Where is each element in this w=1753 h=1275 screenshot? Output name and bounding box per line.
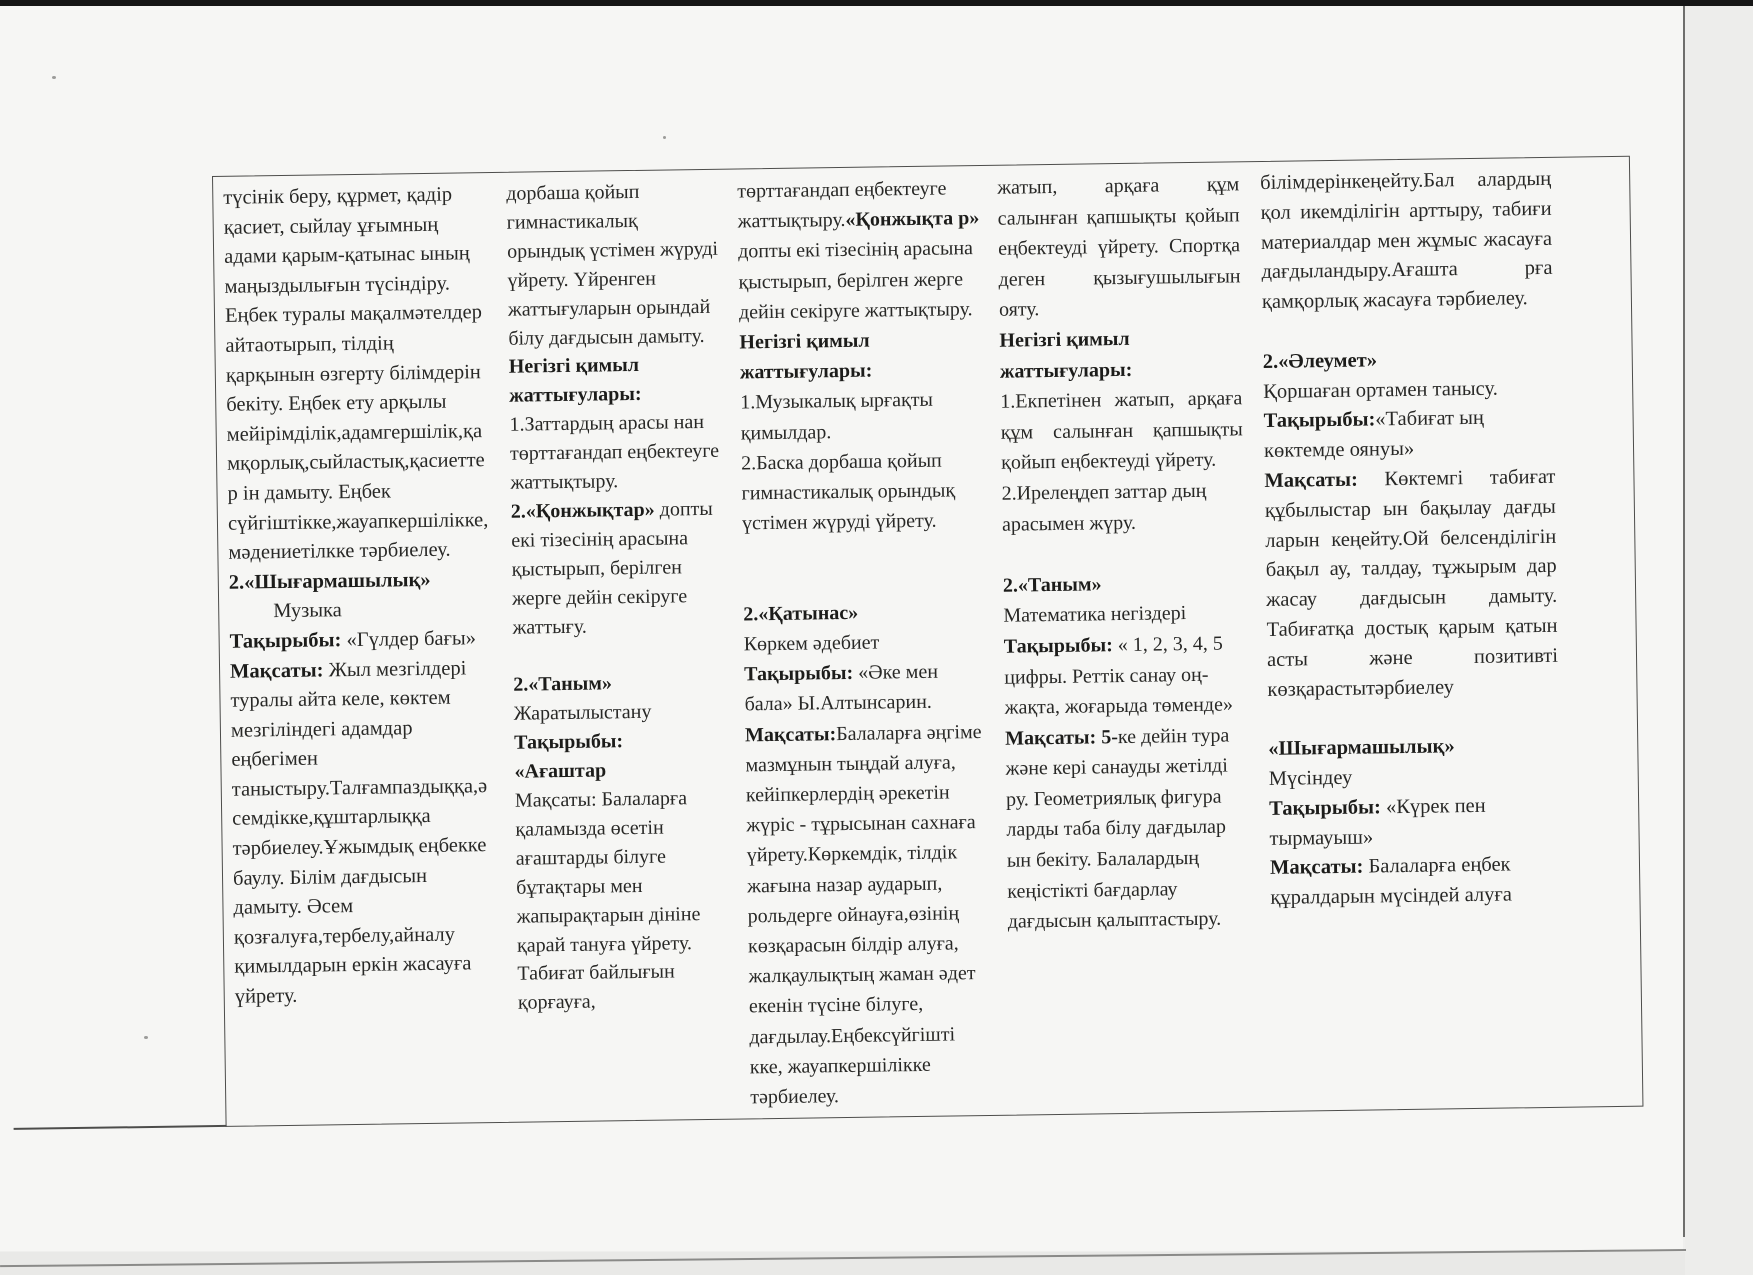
paragraph bbox=[514, 697, 727, 729]
text-run: Тақырыбы: bbox=[229, 629, 342, 653]
text-run: Мақсаты: bbox=[744, 722, 837, 747]
paragraph bbox=[997, 169, 1241, 325]
paragraph bbox=[744, 656, 987, 720]
text-run: Тақырыбы: bbox=[1263, 408, 1376, 433]
blank-line bbox=[743, 566, 985, 600]
paragraph bbox=[229, 624, 490, 657]
text-run: Мақсаты: Балаларға қаламызда өсетін ағаштарды білуге бұтақтары мен жапырақтарын дініне қарай тануға үйрету. Табиғат байлығын қорғауға, bbox=[514, 787, 701, 1015]
paragraph bbox=[223, 180, 489, 568]
blank-line bbox=[1268, 701, 1559, 735]
paragraph bbox=[744, 626, 986, 660]
text-run: Мақсаты: bbox=[229, 658, 324, 683]
paragraph bbox=[229, 594, 490, 627]
paragraph bbox=[1260, 165, 1553, 318]
paragraph bbox=[1263, 373, 1554, 407]
paragraph bbox=[739, 324, 982, 388]
paragraph bbox=[1263, 344, 1554, 378]
paragraph bbox=[514, 755, 727, 787]
text-run: Көркем әдебиет bbox=[743, 631, 880, 656]
paragraph bbox=[511, 495, 726, 643]
text-run: «Табиғат ың көктемде оянуы» bbox=[1263, 407, 1485, 463]
text-run: 2.«Шығармашылық» bbox=[228, 568, 431, 594]
paragraph bbox=[1263, 403, 1555, 467]
text-run: Көктемгі табиғат құбылыстар ын бақылау дағды ларын кеңейту.Ой белсенділігін бақыл ау, талдау, тұжырым дар жасау дағдысын дамыту. Табиғатқа достық қарым қатын асты және позитивті көзқарастытәрбиелеу bbox=[1264, 465, 1559, 701]
paragraph bbox=[509, 408, 723, 498]
table-column-3 bbox=[727, 166, 1000, 1119]
paragraph bbox=[741, 445, 984, 539]
text-run: 2.«Қонжықтар» bbox=[510, 498, 655, 523]
paragraph bbox=[230, 654, 496, 1013]
text-run: Тақырыбы: bbox=[1269, 796, 1382, 820]
table-column-5 bbox=[1248, 157, 1643, 1111]
blank-line bbox=[742, 535, 984, 569]
text-run: Мүсіндеу bbox=[1268, 766, 1353, 790]
paragraph bbox=[1005, 720, 1250, 938]
text-run: Қоршаған ортамен танысу. bbox=[1263, 377, 1498, 403]
text-run: 2.«Таным» bbox=[1002, 573, 1102, 597]
scan-margin-right bbox=[1685, 6, 1753, 1275]
text-run: Негізгі қимыл жаттығулары: bbox=[999, 327, 1133, 383]
paragraph bbox=[740, 384, 983, 448]
text-run: « 1, 2, 3, 4, 5 цифры. Реттік санау оң- жақта, жоғарыда төменде» bbox=[1004, 632, 1234, 719]
blank-line bbox=[1262, 314, 1553, 348]
text-run: Тақырыбы: bbox=[513, 730, 624, 754]
text-run: «Ағаштар bbox=[514, 759, 607, 783]
paragraph bbox=[515, 784, 731, 1018]
text-run: Негізгі қимыл жаттығулары: bbox=[508, 354, 642, 408]
paragraph bbox=[1269, 761, 1560, 795]
paragraph bbox=[745, 717, 993, 1113]
text-run: Жаратылыстану bbox=[513, 701, 652, 726]
text-run: Тақырыбы: bbox=[744, 662, 854, 686]
text-run: Мақсаты: bbox=[1269, 855, 1364, 880]
lesson-plan-table bbox=[212, 156, 1643, 1127]
paragraph bbox=[1003, 567, 1245, 601]
scan-speck bbox=[663, 136, 666, 139]
text-run: 2.«Таным» bbox=[513, 672, 613, 697]
text-run: 1.Музыкалық ырғақты қимылдар. bbox=[740, 389, 934, 445]
paragraph bbox=[999, 322, 1242, 387]
page-edge-right-line bbox=[1683, 6, 1685, 1237]
paragraph bbox=[737, 173, 981, 327]
paragraph bbox=[514, 726, 727, 758]
text-run: білімдерінкеңейту.Бал алардың қол икемділігін арттыру, табиғи материалдар мен жұмыс жасауға дағдыландыру.Ағашта рға қамқорлық жасауға тәрбиелеу. bbox=[1260, 167, 1553, 314]
text-run: «Гүлдер бағы» bbox=[341, 627, 477, 652]
text-run: Балаларға еңбек құралдарын мүсіндей алуға bbox=[1270, 853, 1513, 910]
text-run: Балаларға әңгіме мазмұнын тыңдай алуға, кейіпкерлердің әрекетін жүріс - тұрысынан сахнаға үйрету.Көркемдік, тілдік жағына назар аударып, рольдерге ойнауға,өзінің көзқарасын білдір алуға, жалқаулықтың жаман әдет екенін түсіне білуге, дағдылау.Еңбексүйгішті кке, жауапкершілікке тәрбиелеу. bbox=[745, 720, 982, 1109]
paragraph bbox=[229, 565, 490, 598]
paragraph bbox=[1269, 791, 1561, 855]
text-run: 2.«Қатынас» bbox=[743, 601, 859, 626]
paragraph bbox=[1004, 628, 1247, 723]
text-run: «Әке мен бала» Ы.Алтынсарин. bbox=[744, 660, 939, 716]
table-column-1 bbox=[213, 173, 507, 1126]
paragraph bbox=[513, 668, 726, 700]
paragraph bbox=[1001, 475, 1244, 540]
text-run: Мақсаты: 5- bbox=[1004, 725, 1119, 750]
text-run: допты екі тізесінің арасына қыстырып, берілген жерге дейін секіруге жаттығу. bbox=[511, 497, 713, 639]
text-run: ке дейін тура және кері санауды жетілді ру. Геометриялық фигура ларды таба білу дағдылар ын бекіту. Балалардың кеңістікті бағдарлау дағдысын қалыптастыру. bbox=[1005, 724, 1230, 933]
blank-line bbox=[513, 639, 726, 671]
table-column-2 bbox=[493, 170, 741, 1122]
text-run: Математика негіздері bbox=[1003, 602, 1187, 628]
text-run: 2.Баска дорбаша қойып гимнастикалық орындық үстімен жүруді үйрету. bbox=[741, 449, 956, 535]
text-run: «Қонжықта р» bbox=[845, 207, 980, 232]
paragraph bbox=[1000, 383, 1243, 478]
text-run: Негізгі қимыл жаттығулары: bbox=[739, 329, 873, 384]
blank-line bbox=[1002, 536, 1244, 570]
text-run: жатып, арқаға құм салынған қапшықты қойып еңбектеуді үйрету. Спортқа деген қызығушылығын ояту. bbox=[997, 173, 1241, 322]
text-run: Музыка bbox=[273, 599, 342, 623]
text-run: Жыл мезгілдері туралы айта келе, көктем мезгіліндегі адамдар еңбегімен таныстыру.Талғампаздыққа,әсемдікке,құштарлыққа тәрбиелеу.Ұжымдық еңбекке баулу. Білім дағдысын дамыту. Әсем қозғалуға,тербелу,айналу қимылдарын еркін жасауға үйрету. bbox=[230, 656, 488, 1008]
paragraph bbox=[1270, 850, 1562, 914]
text-run: «Күрек пен тырмауыш» bbox=[1269, 794, 1486, 850]
text-run: допты екі тізесінің арасына қыстырып, берілген жерге дейін секіруге жаттықтыру. bbox=[737, 237, 974, 324]
text-run: түсінік беру, құрмет, қадір қасиет, сыйлау ұғымның адами қарым-қатынас ының маңыздылығын түсіндіру. Еңбек туралы мақалмәтелдер айтаотырып, тілдің қарқынын өзгерту білімдерін бекіту. Еңбек ету арқылы мейірімділік,адамгершілік,қамқорлық,сыйластық,қасиеттер ін дамыту. Еңбек сүйгіштікке,жауапкершілікке,мәдениетілкке тәрбиелеу. bbox=[223, 183, 489, 564]
paragraph bbox=[509, 350, 723, 411]
table-bottom-border-extension bbox=[14, 1125, 227, 1130]
text-run: Тақырыбы: bbox=[1003, 634, 1113, 658]
paragraph bbox=[506, 177, 721, 353]
text-run: «Шығармашылық» bbox=[1268, 735, 1455, 761]
text-run: 2.«Әлеумет» bbox=[1262, 349, 1378, 373]
paragraph bbox=[1268, 731, 1559, 765]
paragraph bbox=[743, 596, 985, 630]
paragraph bbox=[1264, 463, 1558, 706]
paragraph bbox=[1003, 598, 1245, 632]
text-run: төрттағандап еңбектеуге жаттықтыру. bbox=[737, 177, 947, 233]
text-run: 1.Заттардың арасы нан төрттағандап еңбектеуге жаттықтыру. bbox=[509, 411, 720, 494]
lesson-plan-sheet bbox=[0, 156, 1647, 1134]
table-column-4 bbox=[986, 162, 1262, 1115]
scan-speck bbox=[52, 76, 56, 79]
text-run: Мақсаты: bbox=[1264, 468, 1359, 492]
text-run: дорбаша қойып гимнастикалық орындық үстімен жүруді үйрету. Үйренген жаттығуларын орындай білу дағдысын дамыту. bbox=[506, 180, 719, 350]
text-run: 2.Ирелеңдеп заттар дың арасымен жүру. bbox=[1001, 479, 1207, 536]
scanner-edge-strip bbox=[0, 0, 1753, 6]
text-run: 1.Екпетінен жатып, арқаға құм салынған қапшықты қойып еңбектеуді үйрету. bbox=[1000, 387, 1243, 475]
